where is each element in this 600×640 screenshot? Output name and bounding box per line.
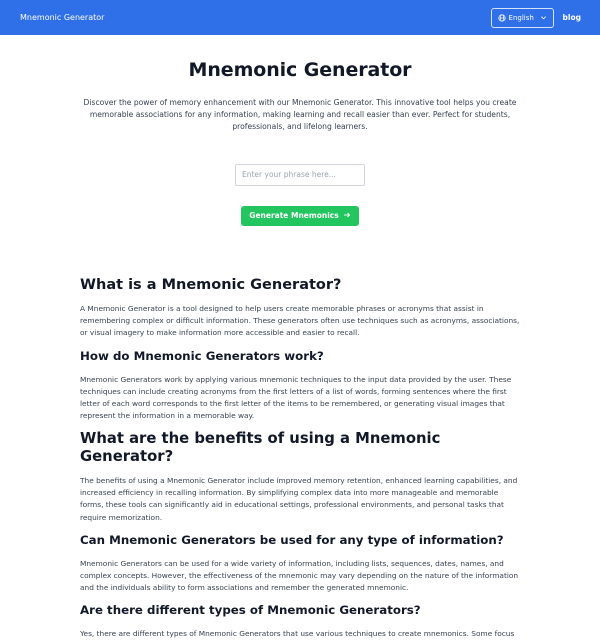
section-paragraph: A Mnemonic Generator is a tool designed to help users create memorable phrases or acronyms that assist in remembering complex or difficult information. These generators often use techniques such as acronyms, associations, or visual imagery to make information more accessible and easier to recall.: [80, 303, 520, 337]
hero-description: Discover the power of memory enhancement with our Mnemonic Generator. This innovative tool helps you create memorable associations for any information, making learning and recall easier than ever. Perfect for students, professionals, and lifelong learners.: [83, 98, 517, 132]
section-paragraph: The benefits of using a Mnemonic Generator include improved memory retention, enhanced learning capabilities, and increased efficiency in recalling information. By simplifying complex data into more manageable and memorable forms, these tools can significantly aid in educational settings, professional environments, and personal tasks that require memorization.: [80, 476, 518, 522]
phrase-input[interactable]: [235, 164, 365, 186]
faq-content: [80, 276, 520, 640]
chevron-down-icon: [540, 14, 547, 21]
section-heading: How do Mnemonic Generators work?: [80, 348, 324, 363]
arrow-right-icon: [343, 211, 351, 221]
section-paragraph: Yes, there are different types of Mnemonic Generators that use various techniques to create mnemonics. Some focus: [80, 628, 515, 638]
section-heading: What are the benefits of using a Mnemonic Generator?: [80, 430, 441, 466]
section-paragraph: Mnemonic Generators work by applying various mnemonic techniques to the input data provided by the user. These techniques can include creating acronyms from the first letters of a list of words, forming sentences where the first letter of each word corresponds to the first letter of the items to be remembered, or generating visual images that represent the information in a memorable way.: [80, 374, 512, 421]
section-heading: Are there different types of Mnemonic Generators?: [80, 602, 421, 617]
hero-section: [0, 59, 600, 226]
section-paragraph: Mnemonic Generators can be used for a wide variety of information, including lists, sequences, dates, names, and complex concepts. However, the effectiveness of the mnemonic may vary depending on the nature of the information and the individuals ability to form associations and remember the generated mnemonic.: [80, 558, 519, 592]
language-selector[interactable]: [491, 8, 554, 28]
generate-mnemonics-button[interactable]: [241, 206, 358, 226]
generate-button-label: Generate Mnemonics: [249, 211, 339, 221]
blog-link[interactable]: blog: [562, 13, 581, 22]
language-label: English: [508, 13, 534, 22]
page-title: Mnemonic Generator: [188, 59, 412, 81]
top-nav-bar: [0, 0, 600, 35]
section-heading: What is a Mnemonic Generator?: [80, 276, 342, 293]
nav-right: [491, 8, 580, 28]
globe-icon: [498, 14, 506, 22]
site-brand[interactable]: Mnemonic Generator: [20, 13, 105, 22]
section-heading: Can Mnemonic Generators be used for any type of information?: [80, 532, 504, 547]
